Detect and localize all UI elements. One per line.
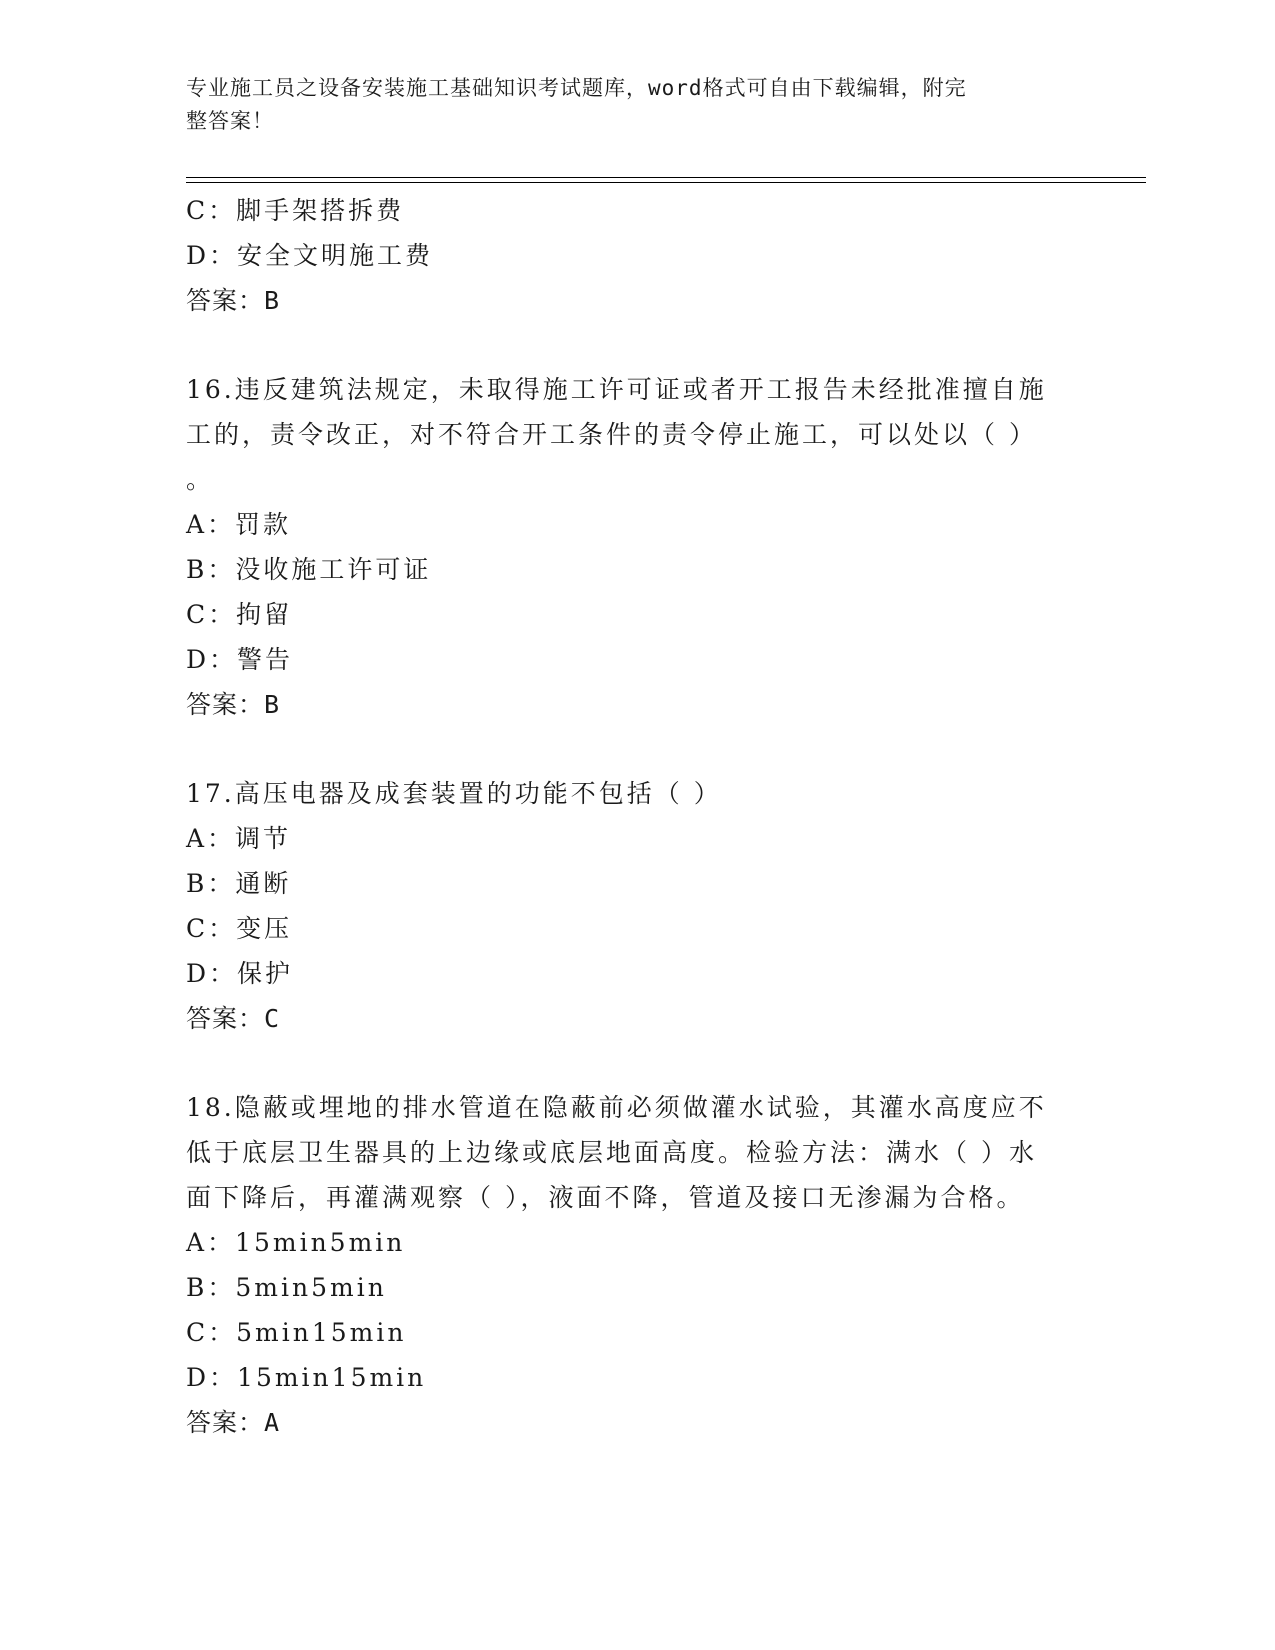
answer-line: 答案：A [186, 1408, 281, 1437]
spacer [186, 323, 1086, 367]
option-b: B：通断 [186, 869, 292, 898]
option-c: C：变压 [186, 914, 293, 943]
header-line-1: 专业施工员之设备安装施工基础知识考试题库，word格式可自由下载编辑，附完 [186, 76, 967, 100]
header-rule-top [186, 177, 1146, 178]
option-c: C：拘留 [186, 600, 293, 629]
option-d: D：15min15min [186, 1363, 427, 1392]
question-list [186, 188, 1086, 1445]
answer-line: 答案：B [186, 690, 281, 719]
option-a: A：罚款 [186, 510, 292, 539]
spacer [186, 727, 1086, 771]
question-text-line: 面下降后，再灌满观察（ ），液面不降，管道及接口无渗漏为合格。 [186, 1183, 1025, 1212]
answer-line: 答案：C [186, 1004, 281, 1033]
answer-line: 答案：B [186, 286, 281, 315]
document-header [186, 72, 1066, 138]
option-b: B：没收施工许可证 [186, 555, 432, 584]
option-a: A：15min5min [186, 1228, 406, 1257]
header-line-2: 整答案！ [186, 109, 274, 133]
question-text-line: 16.违反建筑法规定，未取得施工许可证或者开工报告未经批准擅自施 [186, 375, 1047, 404]
header-rule-bottom [186, 182, 1146, 183]
question-text-line: 18.隐蔽或埋地的排水管道在隐蔽前必须做灌水试验，其灌水高度应不 [186, 1093, 1047, 1122]
question-text-line: 工的，责令改正，对不符合开工条件的责令停止施工，可以处以（ ） [186, 420, 1037, 449]
question-text-line: 低于底层卫生器具的上边缘或底层地面高度。检验方法：满水（ ）水 [186, 1138, 1037, 1167]
option-b: B：5min5min [186, 1273, 387, 1302]
option-d: D：警告 [186, 645, 294, 674]
question-15-tail [186, 188, 1086, 323]
question-text-line: 。 [186, 465, 215, 494]
question-text-line: 17.高压电器及成套装置的功能不包括（ ） [186, 779, 722, 808]
option-d: D：安全文明施工费 [186, 241, 434, 270]
spacer [186, 1041, 1086, 1085]
question-16 [186, 367, 1086, 727]
question-18 [186, 1085, 1086, 1445]
option-d: D：保护 [186, 959, 294, 988]
option-a: A：调节 [186, 824, 292, 853]
option-c: C：5min15min [186, 1318, 407, 1347]
question-17 [186, 771, 1086, 1041]
option-c: C：脚手架搭拆费 [186, 196, 405, 225]
